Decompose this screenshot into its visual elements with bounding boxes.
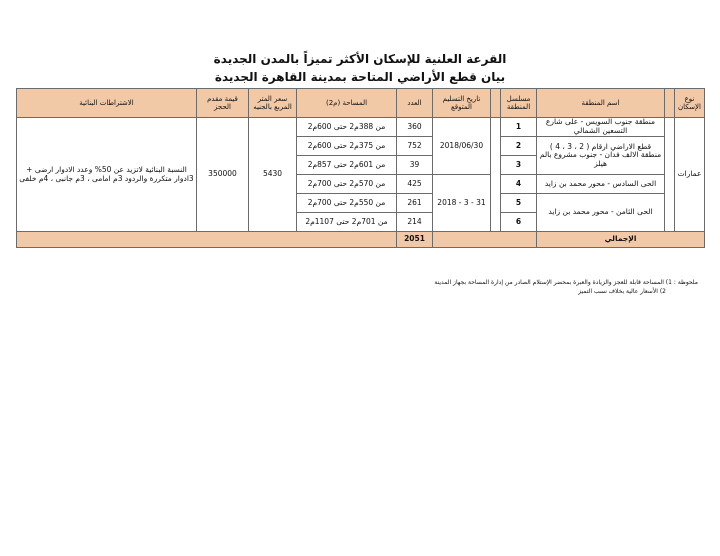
space-cell: من 570م2 حتى 700م2: [297, 175, 397, 194]
delivery-date-2: 31 - 3 - 2018: [433, 175, 491, 232]
land-plots-table: [16, 88, 705, 248]
count-cell: 214: [397, 213, 433, 232]
header-serial: مسلسل المنطقة: [501, 89, 537, 118]
header-price: سعر المتر المربع بالجنيه: [249, 89, 297, 118]
total-spacer: [433, 232, 537, 248]
area-name-5-6: الحى الثامن - محور محمد بن زايد: [537, 194, 665, 232]
header-type: نوع الإسكان: [675, 89, 705, 118]
spacer-cell: [665, 118, 675, 232]
space-cell: من 375م2 حتى 600م2: [297, 137, 397, 156]
total-empty: [17, 232, 397, 248]
price-cell: 5430: [249, 118, 297, 232]
spacer-cell: [491, 118, 501, 232]
count-cell: 39: [397, 156, 433, 175]
serial-cell: 5: [501, 194, 537, 213]
header-space: المساحة (م2): [297, 89, 397, 118]
footnotes: [18, 278, 698, 296]
space-cell: من 701م2 حتى 1107م2: [297, 213, 397, 232]
count-cell: 360: [397, 118, 433, 137]
conditions-cell: النسبة البنائية لاتزيد عن 50% وعدد الادوار ارضى + 3ادوار متكررة والردود 3م امامى ، 3م جانبى ، 4م خلفى: [17, 118, 197, 232]
type-cell: عمارات: [675, 118, 705, 232]
area-name-4: الحى السادس - محور محمد بن زايد: [537, 175, 665, 194]
header-spacer: [491, 89, 501, 118]
note-1: ملحوظة : 1) المساحة قابلة للعجز والزيادة والعبرة بمحضر الإستلام الصادر من إدارة المساحة بجهاز المدينة: [434, 279, 698, 286]
space-cell: من 550م2 حتى 700م2: [297, 194, 397, 213]
count-cell: 425: [397, 175, 433, 194]
page-subtitle: بيان قطع الأراضي المتاحة بمدينة القاهرة الجديدة: [214, 70, 506, 84]
count-cell: 752: [397, 137, 433, 156]
area-name-2-3: قطع الاراضي ارقام ( 2 ، 3 ، 4 ) منطقة الالف فدان - جنوب مشروع بالم هيلز: [537, 137, 665, 175]
space-cell: من 388م2 حتى 600م2: [297, 118, 397, 137]
count-cell: 261: [397, 194, 433, 213]
serial-cell: 3: [501, 156, 537, 175]
header-count: العدد: [397, 89, 433, 118]
serial-cell: 2: [501, 137, 537, 156]
header-deposit: قيمة مقدم الحجز: [197, 89, 249, 118]
note-2: 2) الأسعار عالية بخلاف نسب التميز: [578, 288, 666, 295]
deposit-cell: 350000: [197, 118, 249, 232]
total-value: 2051: [397, 232, 433, 248]
space-cell: من 601م2 حتى 857م2: [297, 156, 397, 175]
serial-cell: 1: [501, 118, 537, 137]
page-title: القرعة العلنية للإسكان الأكثر تميزاً بالمدن الجديدة: [213, 52, 507, 66]
serial-cell: 4: [501, 175, 537, 194]
delivery-date-1: 2018/06/30: [433, 118, 491, 175]
serial-cell: 6: [501, 213, 537, 232]
header-conditions: الاشتراطات البنائية: [17, 89, 197, 118]
header-delivery: تاريخ التسليم المتوقع: [433, 89, 491, 118]
area-name-1: منطقة جنوب السويس - على شارع التسعين الشمالي: [537, 118, 665, 137]
total-label: الإجمالي: [537, 232, 705, 248]
header-area-name: اسم المنطقة: [537, 89, 665, 118]
header-spacer: [665, 89, 675, 118]
